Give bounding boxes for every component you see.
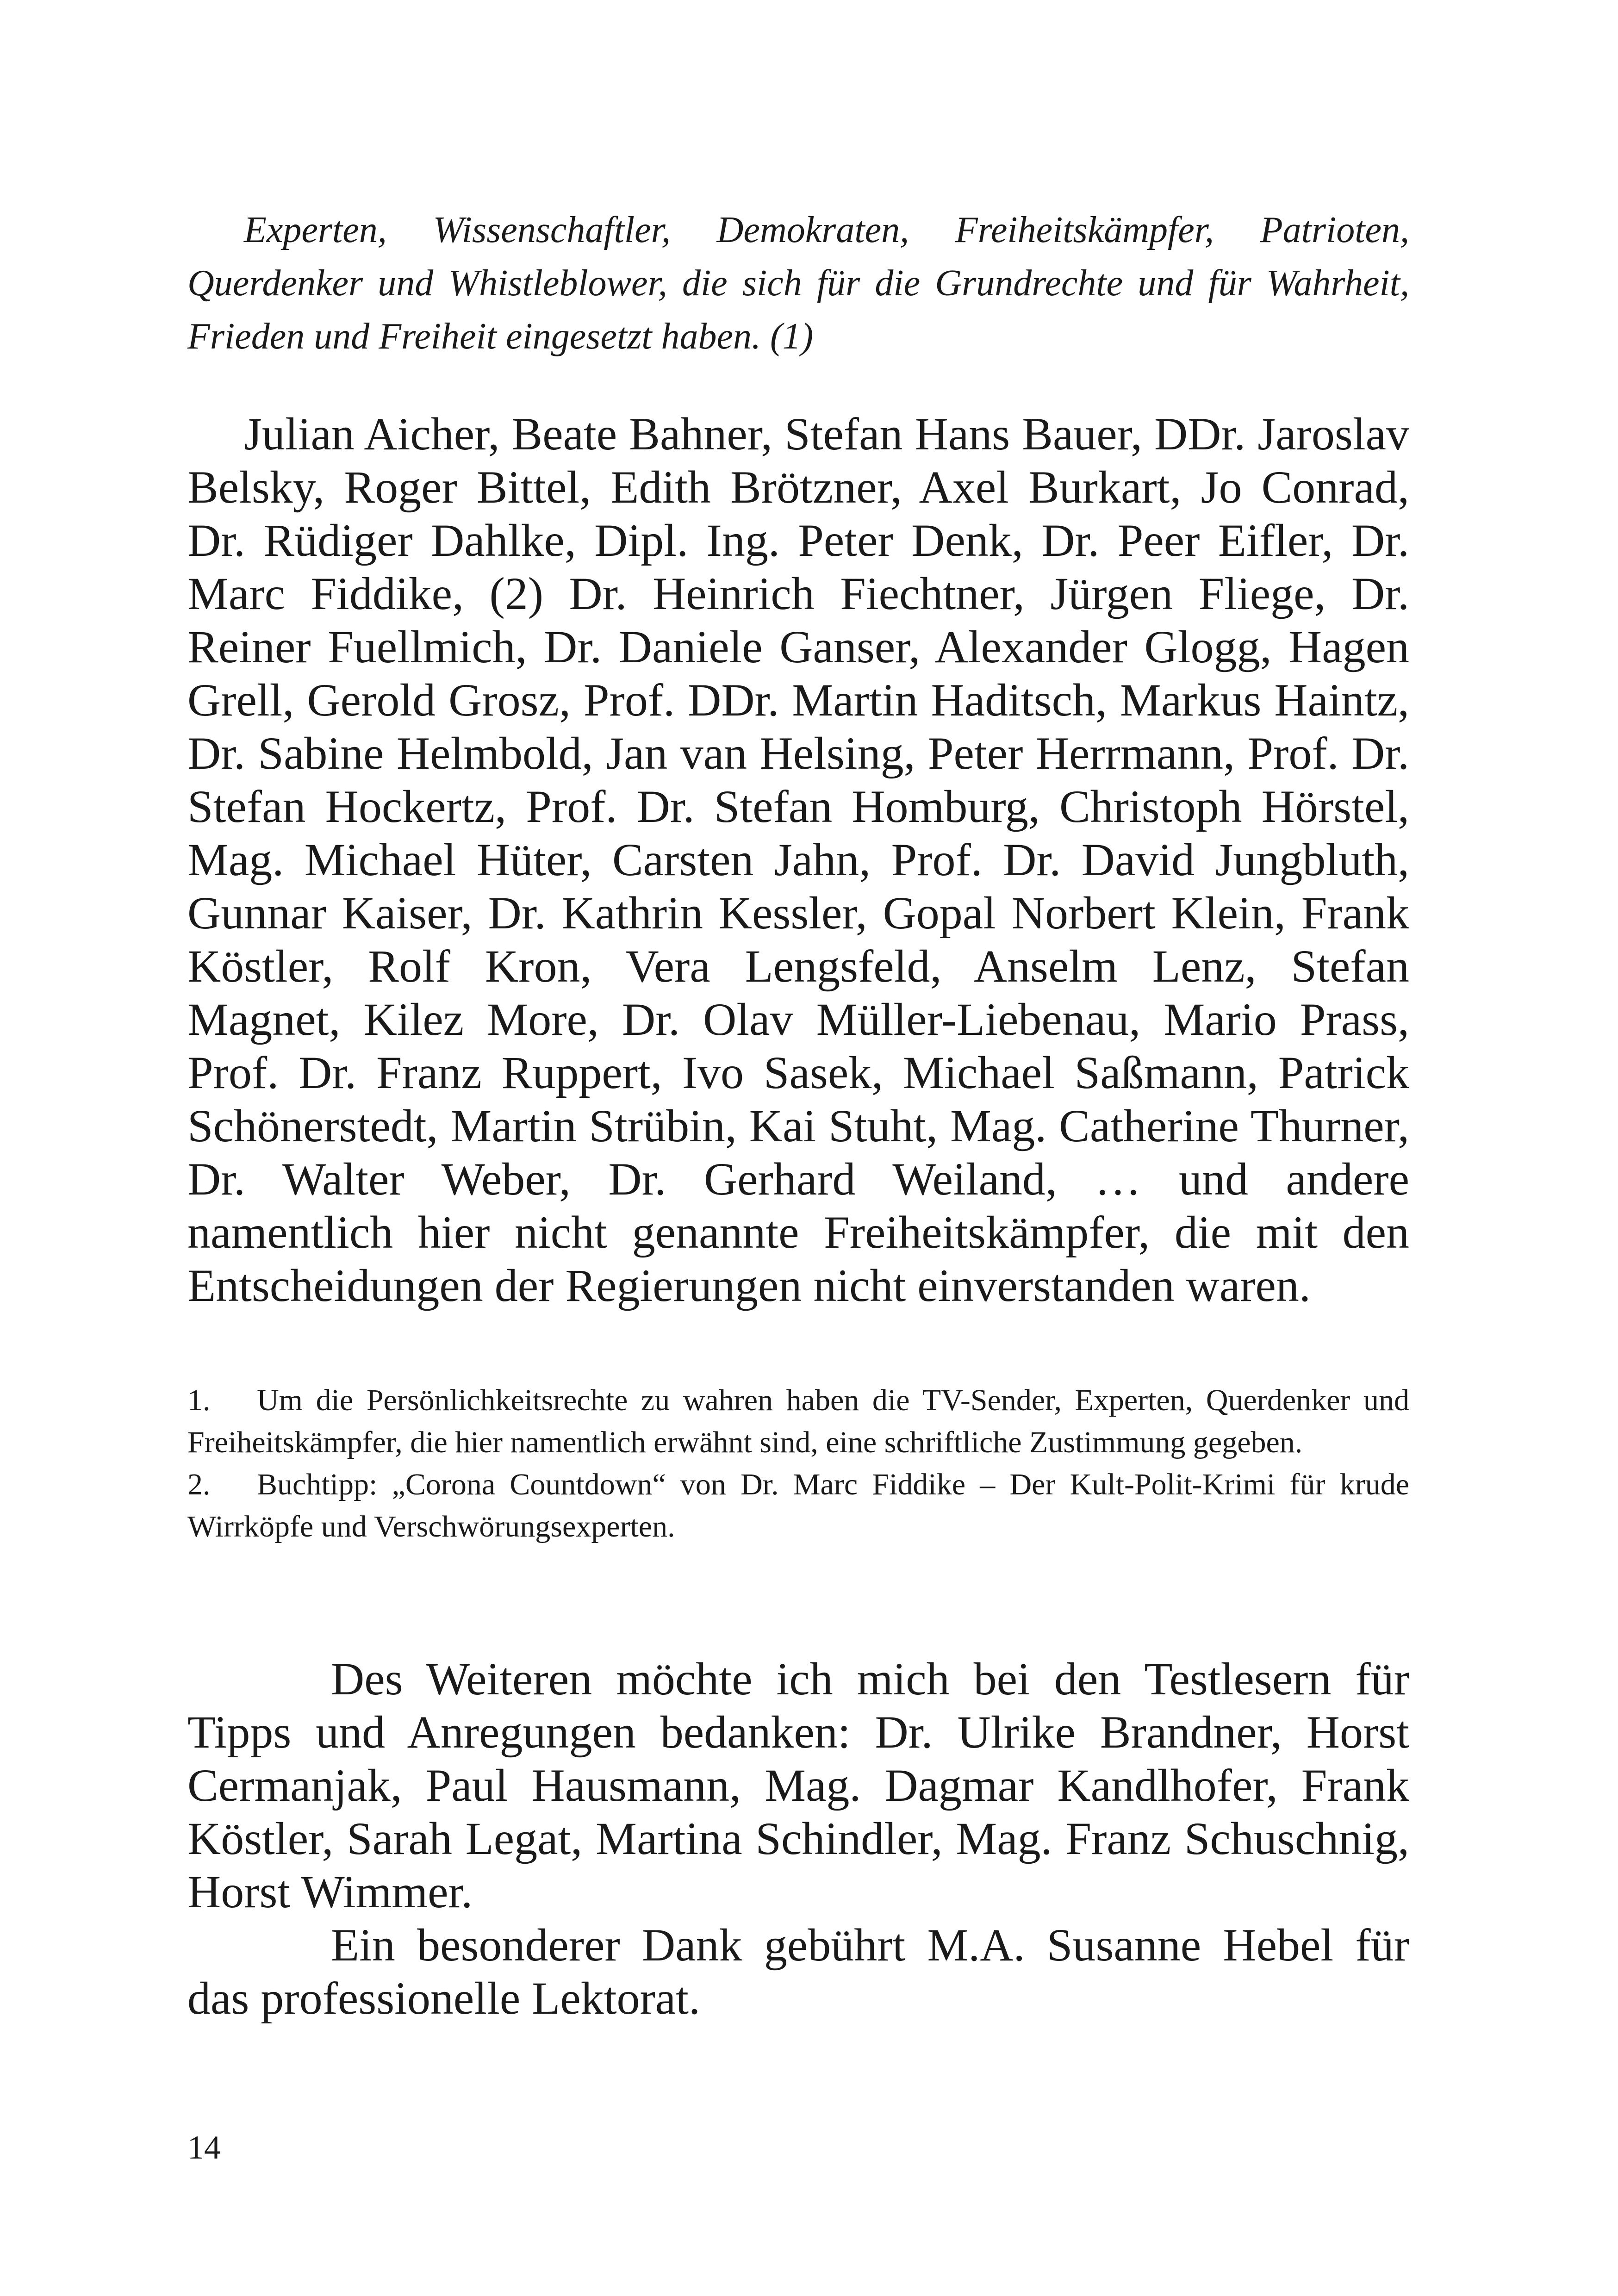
footnote-item — [187, 1463, 1409, 1548]
acknowledgements-section — [187, 1652, 1409, 2025]
thanks-paragraph-testers: Des Weiteren möchte ich mich bei den Testlesern für Tipps und Anregungen bedanken: Dr. Ulrike Brandner, Horst Cermanjak, Paul Hausmann, Mag. Dagmar Kandlhofer, Frank Köstler, Sarah Legat, Martina Schindler, Mag. Franz Schuschnig, Horst Wimmer. — [187, 1653, 1409, 1917]
page-number: 14 — [187, 2129, 221, 2166]
footnote-text: Um die Persönlichkeitsrechte zu wahren haben die TV-Sender, Experten, Querdenker und Freiheitskämpfer, die hier namentlich erwähnt sind, eine schriftliche Zustimmung gegeben. — [187, 1383, 1409, 1459]
footnote-number: 1. — [187, 1383, 211, 1417]
footnotes-list — [187, 1379, 1409, 1548]
footnote-text: Buchtipp: „Corona Countdown“ von Dr. Marc Fiddike – Der Kult-Polit-Krimi für krude Wirrköpfe und Verschwörungsexperten. — [187, 1468, 1409, 1543]
names-paragraph: Julian Aicher, Beate Bahner, Stefan Hans Bauer, DDr. Jaroslav Belsky, Roger Bittel, Edith Brötzner, Axel Burkart, Jo Conrad, Dr. Rüdiger Dahlke, Dipl. Ing. Peter Denk, Dr. Peer Eifler, Dr. Marc Fiddike, (2) Dr. Heinrich Fiechtner, Jürgen Fliege, Dr. Reiner Fuellmich, Dr. Daniele Ganser, Alexander Glogg, Hagen Grell, Gerold Grosz, Prof. DDr. Martin Haditsch, Markus Haintz, Dr. Sabine Helmbold, Jan van Helsing, Peter Herrmann, Prof. Dr. Stefan Hockertz, Prof. Dr. Stefan Homburg, Christoph Hörstel, Mag. Michael Hüter, Carsten Jahn, Prof. Dr. David Jungbluth, Gunnar Kaiser, Dr. Kathrin Kessler, Gopal Norbert Klein, Frank Köstler, Rolf Kron, Vera Lengsfeld, Anselm Lenz, Stefan Magnet, Kilez More, Dr. Olav Müller-Liebenau, Mario Prass, Prof. Dr. Franz Ruppert, Ivo Sasek, Michael Saßmann, Patrick Schönerstedt, Martin Strübin, Kai Stuht, Mag. Catherine Thurner, Dr. Walter Weber, Dr. Gerhard Weiland, … und andere namentlich hier nicht genannte Freiheitskämpfer, die mit den Entscheidungen der Regierungen nicht einverstanden waren. — [187, 408, 1409, 1311]
thanks-paragraph-editor: Ein besonderer Dank gebührt M.A. Susanne Hebel für das professionelle Lektorat. — [187, 1919, 1409, 2024]
intro-italic-paragraph: Experten, Wissenschaftler, Demokraten, Freiheitskämpfer, Patrioten, Querdenker und Whistleblower, die sich für die Grundrechte und für Wahrheit, Frieden und Freiheit eingesetzt haben. (1) — [187, 210, 1409, 357]
footnote-item — [187, 1379, 1409, 1463]
footnote-number: 2. — [187, 1468, 211, 1501]
